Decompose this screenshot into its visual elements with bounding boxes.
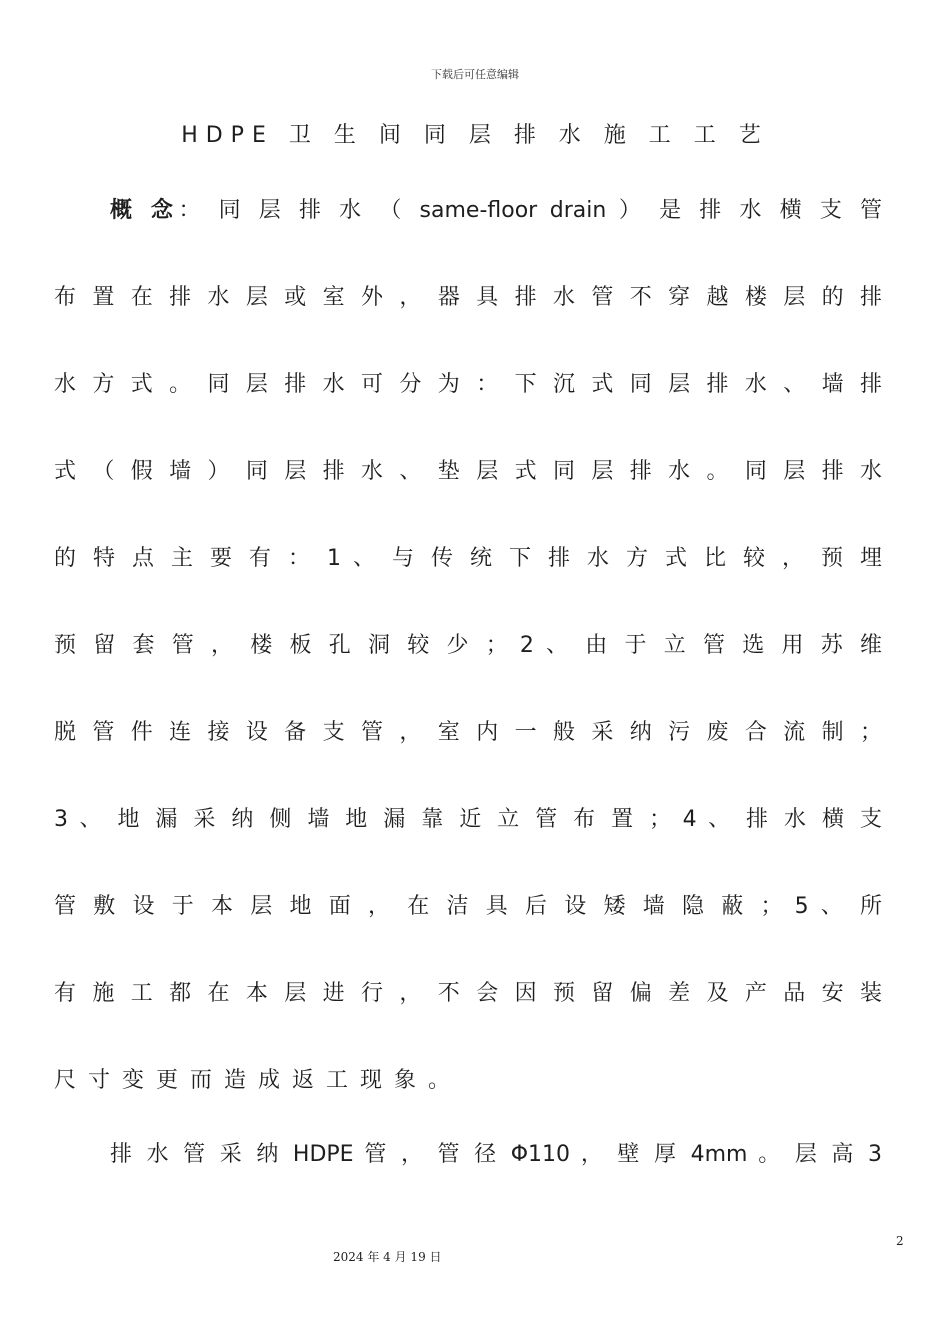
paragraph-line-1 xyxy=(110,196,882,226)
paragraph-line-7: 脱 管 件 连 接 设 备 支 管 ， 室 内 一 般 采 纳 污 废 合 流 制 ； xyxy=(54,720,882,745)
paragraph-line-6: 预 留 套 管 ， 楼 板 孔 洞 较 少 ； 2 、 由 于 立 管 选 用 苏 维 xyxy=(54,633,882,658)
paragraph-line-9: 管 敷 设 于 本 层 地 面 ， 在 洁 具 后 设 矮 墙 隐 蔽 ； 5 、 所 xyxy=(54,894,882,919)
paragraph-line-10: 有 施 工 都 在 本 层 进 行 ， 不 会 因 预 留 偏 差 及 产 品 安 装 xyxy=(54,981,882,1006)
paragraph2-line-1: 排 水 管 采 纳 HDPE 管 ， 管 径 Φ110 ， 壁 厚 4mm 。 层 高 3 xyxy=(110,1142,882,1167)
document-title: HDPE 卫 生 间 同 层 排 水 施 工 工 艺 xyxy=(181,123,769,148)
paragraph-line-4: 式 （ 假 墙 ） 同 层 排 水 、 垫 层 式 同 层 排 水 。 同 层 排 水 xyxy=(54,459,882,484)
paragraph-line-5: 的 特 点 主 要 有 ： 1 、 与 传 统 下 排 水 方 式 比 较 ， 预 埋 xyxy=(54,546,882,571)
paragraph-line-8: 3 、 地 漏 采 纳 侧 墙 地 漏 靠 近 立 管 布 置 ； 4 、 排 水 横 支 xyxy=(54,807,882,832)
footer-date: 2024 年 4 月 19 日 xyxy=(333,1250,442,1264)
page-number: 2 xyxy=(896,1234,904,1248)
concept-label: 概 念 xyxy=(110,198,179,223)
header-note: 下载后可任意编辑 xyxy=(431,68,519,81)
paragraph-line-11: 尺寸变更而造成返工现象。 xyxy=(54,1068,463,1093)
paragraph-line-3: 水 方 式 。 同 层 排 水 可 分 为 ： 下 沉 式 同 层 排 水 、 墙 排 xyxy=(54,372,882,397)
paragraph-line-1-text: ： 同 层 排 水 （ same-floor drain ） 是 排 水 横 支 管 xyxy=(178,198,882,223)
paragraph-line-2: 布 置 在 排 水 层 或 室 外 ， 器 具 排 水 管 不 穿 越 楼 层 的 排 xyxy=(54,285,882,310)
